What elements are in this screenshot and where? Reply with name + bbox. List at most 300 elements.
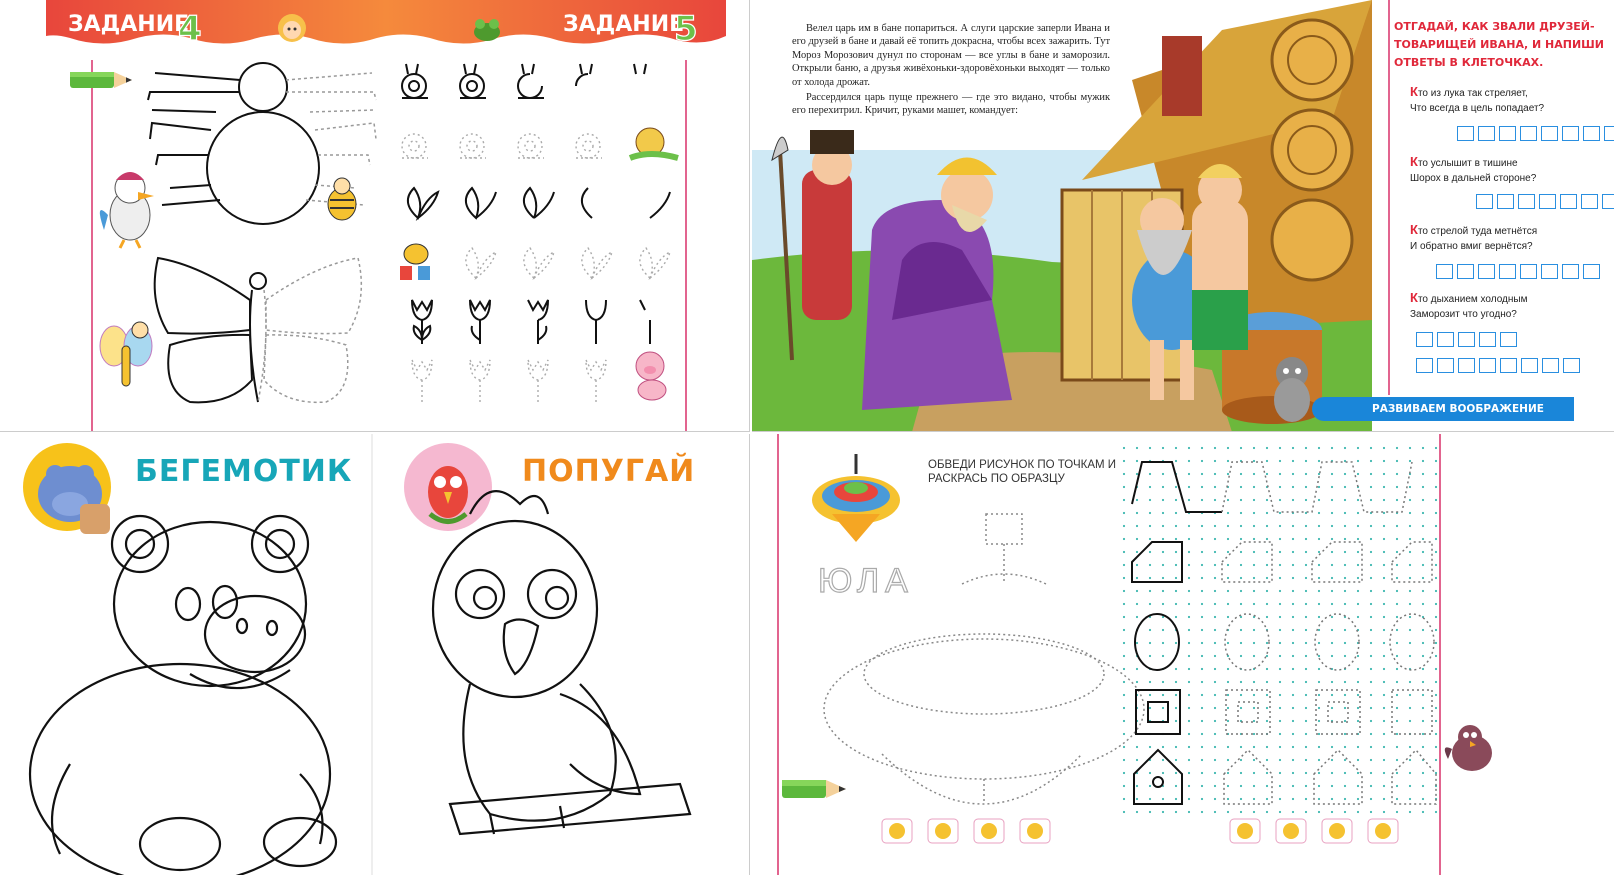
grid-dot xyxy=(1292,629,1294,631)
grid-dot xyxy=(1123,811,1125,813)
grid-dot xyxy=(1409,694,1411,696)
riddle-line: то стрелой туда метнётся xyxy=(1417,226,1538,237)
grid-dot xyxy=(1149,603,1151,605)
grid-dot xyxy=(1214,629,1216,631)
coloring-art xyxy=(0,434,750,875)
answer-cell[interactable] xyxy=(1500,358,1517,373)
grid-dot xyxy=(1214,694,1216,696)
answer-cell[interactable] xyxy=(1539,194,1556,209)
grid-dot xyxy=(1123,603,1125,605)
grid-dot xyxy=(1253,642,1255,644)
answer-cell[interactable] xyxy=(1478,264,1495,279)
grid-dot xyxy=(1279,785,1281,787)
grid-dot xyxy=(1370,746,1372,748)
grid-dot xyxy=(1396,473,1398,475)
grid-dot xyxy=(1292,447,1294,449)
grid-dot xyxy=(1344,694,1346,696)
answer-cell[interactable] xyxy=(1560,194,1577,209)
grid-dot xyxy=(1266,681,1268,683)
grid-dot xyxy=(1409,772,1411,774)
grid-dot xyxy=(1435,733,1437,735)
grid-dot xyxy=(1240,655,1242,657)
grid-dot xyxy=(1357,512,1359,514)
grid-dot xyxy=(1344,785,1346,787)
answer-cell[interactable] xyxy=(1436,264,1453,279)
pig-character-icon xyxy=(636,352,666,400)
answer-cell[interactable] xyxy=(1476,194,1493,209)
grid-dot xyxy=(1253,538,1255,540)
grid-dot xyxy=(1331,525,1333,527)
grid-dot xyxy=(1292,681,1294,683)
answer-cell[interactable] xyxy=(1583,126,1600,141)
answer-cells-3[interactable] xyxy=(1436,264,1604,279)
grid-dot xyxy=(1149,473,1151,475)
grid-dot xyxy=(1331,538,1333,540)
grid-dot xyxy=(1188,447,1190,449)
grid-dot xyxy=(1370,486,1372,488)
grid-dot xyxy=(1305,499,1307,501)
task5-label: ЗАДАНИЕ xyxy=(563,12,685,37)
grid-dot xyxy=(1188,590,1190,592)
grid-dot xyxy=(1175,460,1177,462)
grid-dot xyxy=(1370,681,1372,683)
grid-dot xyxy=(1136,759,1138,761)
grid-dot xyxy=(1305,590,1307,592)
grid-dot xyxy=(1292,525,1294,527)
grid-dot xyxy=(1292,577,1294,579)
grid-dot xyxy=(1383,473,1385,475)
grid-dot xyxy=(1279,551,1281,553)
grid-dot xyxy=(1123,746,1125,748)
grid-dot xyxy=(1188,785,1190,787)
grid-dot xyxy=(1435,590,1437,592)
grid-dot xyxy=(1279,642,1281,644)
grid-dot xyxy=(1175,564,1177,566)
grid-dot xyxy=(1305,798,1307,800)
grid-dot xyxy=(1331,551,1333,553)
grid-dot xyxy=(1305,564,1307,566)
grid-dot xyxy=(1422,707,1424,709)
grid-dot xyxy=(1266,538,1268,540)
bee-character-icon xyxy=(400,244,430,280)
answer-cell[interactable] xyxy=(1499,264,1516,279)
grid-dot xyxy=(1409,746,1411,748)
grid-dot xyxy=(1253,772,1255,774)
grid-dot xyxy=(1136,681,1138,683)
grid-dot xyxy=(1331,603,1333,605)
grid-dot xyxy=(1123,733,1125,735)
grid-dot xyxy=(1318,798,1320,800)
grid-dot xyxy=(1149,499,1151,501)
grid-dot xyxy=(1409,512,1411,514)
answer-cells-4a[interactable] xyxy=(1416,332,1521,347)
answer-cell[interactable] xyxy=(1478,126,1495,141)
grid-dot xyxy=(1253,759,1255,761)
dot-grid xyxy=(1123,447,1437,813)
grid-dot xyxy=(1201,525,1203,527)
grid-dot xyxy=(1201,473,1203,475)
riddle-line: И обратно вмиг вернётся? xyxy=(1410,241,1533,252)
grid-dot xyxy=(1227,590,1229,592)
grid-dot xyxy=(1383,746,1385,748)
grid-dot xyxy=(1396,538,1398,540)
grid-dot xyxy=(1331,681,1333,683)
grid-dot xyxy=(1435,616,1437,618)
grid-dot xyxy=(1383,772,1385,774)
grid-dot xyxy=(1383,759,1385,761)
grid-dot xyxy=(1149,785,1151,787)
butterfly-tracing xyxy=(155,258,266,402)
grid-dot xyxy=(1188,473,1190,475)
grid-dot xyxy=(1240,564,1242,566)
grid-dot xyxy=(1240,759,1242,761)
grid-dot xyxy=(1175,720,1177,722)
grid-dot xyxy=(1175,577,1177,579)
grid-dot xyxy=(1214,746,1216,748)
grid-dot xyxy=(1370,525,1372,527)
grid-dot xyxy=(1136,499,1138,501)
grid-dot xyxy=(1201,811,1203,813)
grid-dot xyxy=(1188,655,1190,657)
grid-dot xyxy=(1201,798,1203,800)
grid-dot xyxy=(1214,707,1216,709)
grid-dot xyxy=(1227,616,1229,618)
sun-badges-right xyxy=(1230,819,1398,843)
grid-dot xyxy=(1188,551,1190,553)
grid-dot xyxy=(1318,616,1320,618)
grid-dot xyxy=(1331,707,1333,709)
answer-cell[interactable] xyxy=(1602,194,1614,209)
grid-dot xyxy=(1266,525,1268,527)
grid-dot xyxy=(1175,681,1177,683)
grid-dot xyxy=(1435,811,1437,813)
grid-dot xyxy=(1214,577,1216,579)
grid-dot xyxy=(1162,486,1164,488)
riddle-line: то из лука так стреляет, xyxy=(1417,88,1528,99)
grid-dot xyxy=(1370,785,1372,787)
grid-dot xyxy=(1422,486,1424,488)
grid-dot xyxy=(1201,655,1203,657)
answer-cell[interactable] xyxy=(1518,194,1535,209)
grid-dot xyxy=(1422,642,1424,644)
answer-cell[interactable] xyxy=(1458,332,1475,347)
answer-cell[interactable] xyxy=(1562,126,1579,141)
grid-dot xyxy=(1422,590,1424,592)
grid-dot xyxy=(1266,785,1268,787)
grid-dot xyxy=(1149,642,1151,644)
grid-dot xyxy=(1188,759,1190,761)
grid-dot xyxy=(1123,538,1125,540)
grid-dot xyxy=(1123,681,1125,683)
grid-dot xyxy=(1214,733,1216,735)
grid-dot xyxy=(1305,486,1307,488)
grid-dot xyxy=(1396,720,1398,722)
grid-dot xyxy=(1279,694,1281,696)
grid-dot xyxy=(1188,772,1190,774)
answer-cell[interactable] xyxy=(1500,332,1517,347)
spinning-top-example-icon xyxy=(812,454,900,542)
answer-cell[interactable] xyxy=(1457,126,1474,141)
grid-dot xyxy=(1383,616,1385,618)
answer-cell[interactable] xyxy=(1562,264,1579,279)
bird-character-icon xyxy=(100,172,154,248)
grid-dot xyxy=(1357,811,1359,813)
grid-dot xyxy=(1383,486,1385,488)
grid-dot xyxy=(1253,707,1255,709)
grid-dot xyxy=(1357,746,1359,748)
grid-dot xyxy=(1162,655,1164,657)
grid-dot xyxy=(1214,538,1216,540)
grid-dot xyxy=(1370,590,1372,592)
grid-dot xyxy=(1279,655,1281,657)
answer-cell[interactable] xyxy=(1416,358,1433,373)
grid-dot xyxy=(1344,629,1346,631)
answer-cell[interactable] xyxy=(1437,358,1454,373)
answer-cell[interactable] xyxy=(1521,358,1538,373)
grid-dot xyxy=(1344,473,1346,475)
grid-dot xyxy=(1253,681,1255,683)
grid-dot xyxy=(1305,629,1307,631)
answer-cell[interactable] xyxy=(1437,332,1454,347)
grid-dot xyxy=(1227,538,1229,540)
riddle-cap: К xyxy=(1410,84,1418,99)
grid-dot xyxy=(1279,733,1281,735)
answer-cell[interactable] xyxy=(1563,358,1580,373)
answer-cells-2[interactable] xyxy=(1476,194,1614,209)
grid-dot xyxy=(1279,616,1281,618)
grid-dot xyxy=(1227,785,1229,787)
grid-dot xyxy=(1123,447,1125,449)
grid-dot xyxy=(1331,798,1333,800)
grid-dot xyxy=(1123,486,1125,488)
grid-dot xyxy=(1305,785,1307,787)
answer-cell[interactable] xyxy=(1583,264,1600,279)
story-paragraph: Рассердился царь пуще прежнего — где это видано, чтобы мужик его перехитрил. Кричит, руками машет, командует: xyxy=(792,92,1110,117)
answer-cell[interactable] xyxy=(1604,126,1614,141)
grid-dot xyxy=(1422,538,1424,540)
section-ribbon: РАЗВИВАЕМ ВООБРАЖЕНИЕ xyxy=(1312,397,1574,421)
grid-dot xyxy=(1253,733,1255,735)
grid-dot xyxy=(1214,473,1216,475)
answer-cell[interactable] xyxy=(1416,332,1433,347)
grid-dot xyxy=(1396,603,1398,605)
beetle-character-icon xyxy=(328,178,356,220)
grid-dot xyxy=(1253,512,1255,514)
grid-dot xyxy=(1279,525,1281,527)
grid-dot xyxy=(1292,655,1294,657)
grid-dot xyxy=(1396,772,1398,774)
grid-dot xyxy=(1253,603,1255,605)
grid-dot xyxy=(1149,681,1151,683)
grid-dot xyxy=(1396,447,1398,449)
grid-dot xyxy=(1305,733,1307,735)
grid-dot xyxy=(1214,785,1216,787)
grid-dot xyxy=(1201,616,1203,618)
grid-dot xyxy=(1149,486,1151,488)
grid-dot xyxy=(1123,577,1125,579)
grid-dot xyxy=(1266,460,1268,462)
grid-dot xyxy=(1188,798,1190,800)
grid-dot xyxy=(1149,525,1151,527)
task5-number: 5 xyxy=(674,9,698,49)
grid-dot xyxy=(1123,590,1125,592)
grid-dot xyxy=(1266,798,1268,800)
grid-dot xyxy=(1357,590,1359,592)
grid-dot xyxy=(1279,759,1281,761)
grid-dot xyxy=(1149,746,1151,748)
sparrow-character-icon xyxy=(1445,725,1492,771)
tulip-tracing-row xyxy=(412,300,650,344)
grid-dot xyxy=(1383,733,1385,735)
grid-dot xyxy=(1188,577,1190,579)
grid-dot xyxy=(1149,590,1151,592)
grid-dot xyxy=(1240,551,1242,553)
grid-dot xyxy=(1370,642,1372,644)
grid-dot xyxy=(1331,616,1333,618)
grid-dot xyxy=(1305,538,1307,540)
answer-cell[interactable] xyxy=(1520,126,1537,141)
riddle-cap: К xyxy=(1410,222,1418,237)
grid-dot xyxy=(1396,616,1398,618)
parrot-coloring-outline xyxy=(433,491,690,834)
grid-dot xyxy=(1383,564,1385,566)
grid-dot xyxy=(1292,486,1294,488)
story-text xyxy=(792,22,1110,120)
grid-dot xyxy=(1175,525,1177,527)
answer-cell[interactable] xyxy=(1541,126,1558,141)
grid-dot xyxy=(1240,681,1242,683)
grid-dot xyxy=(1136,564,1138,566)
grid-dot xyxy=(1435,525,1437,527)
grid-dot xyxy=(1149,707,1151,709)
grid-dot xyxy=(1318,460,1320,462)
grid-dot xyxy=(1318,538,1320,540)
grid-dot xyxy=(1188,538,1190,540)
riddle-line: то дыханием холодным xyxy=(1417,294,1528,305)
grid-dot xyxy=(1188,499,1190,501)
grid-dot xyxy=(1344,551,1346,553)
grid-dot xyxy=(1162,642,1164,644)
answer-cell[interactable] xyxy=(1479,358,1496,373)
grid-dot xyxy=(1357,551,1359,553)
grid-dot xyxy=(1370,759,1372,761)
pencil-icon xyxy=(782,780,846,798)
grid-dot xyxy=(1383,694,1385,696)
grid-dot xyxy=(1435,551,1437,553)
grid-dot xyxy=(1201,772,1203,774)
grid-dot xyxy=(1357,668,1359,670)
grid-dot xyxy=(1149,577,1151,579)
grid-dot xyxy=(1318,707,1320,709)
grid-dot xyxy=(1253,460,1255,462)
grid-dot xyxy=(1370,564,1372,566)
answer-cells-1[interactable] xyxy=(1457,126,1614,141)
grid-dot xyxy=(1253,486,1255,488)
grid-dot xyxy=(1266,603,1268,605)
answer-cell[interactable] xyxy=(1458,358,1475,373)
grid-dot xyxy=(1344,590,1346,592)
riddle-cap: К xyxy=(1410,154,1418,169)
answer-cell[interactable] xyxy=(1499,126,1516,141)
grid-dot xyxy=(1344,798,1346,800)
grid-dot xyxy=(1279,746,1281,748)
grid-dot xyxy=(1188,746,1190,748)
grid-dot xyxy=(1292,759,1294,761)
sun-badges-left xyxy=(882,819,1050,843)
grid-dot xyxy=(1435,460,1437,462)
grid-dot xyxy=(1136,811,1138,813)
grid-dot xyxy=(1123,668,1125,670)
grid-dot xyxy=(1266,759,1268,761)
grid-dot xyxy=(1214,759,1216,761)
grid-dot xyxy=(1240,785,1242,787)
grid-dot xyxy=(1422,473,1424,475)
answer-cells-4b[interactable] xyxy=(1416,358,1584,373)
grid-dot xyxy=(1188,681,1190,683)
grid-dot xyxy=(1383,720,1385,722)
grid-dot xyxy=(1409,811,1411,813)
grid-dot xyxy=(1396,759,1398,761)
grid-dot xyxy=(1162,577,1164,579)
grid-dot xyxy=(1344,733,1346,735)
answer-cell[interactable] xyxy=(1541,264,1558,279)
grid-dot xyxy=(1175,590,1177,592)
grid-dot xyxy=(1175,798,1177,800)
grid-dot xyxy=(1279,447,1281,449)
grid-dot xyxy=(1370,577,1372,579)
grid-dot xyxy=(1123,642,1125,644)
answer-cell[interactable] xyxy=(1520,264,1537,279)
grid-dot xyxy=(1318,720,1320,722)
grid-dot xyxy=(1292,551,1294,553)
grid-dot xyxy=(1396,811,1398,813)
grid-dot xyxy=(1422,668,1424,670)
answer-cell[interactable] xyxy=(1542,358,1559,373)
grid-dot xyxy=(1331,447,1333,449)
answer-cell[interactable] xyxy=(1479,332,1496,347)
answer-cell[interactable] xyxy=(1497,194,1514,209)
answer-cell[interactable] xyxy=(1581,194,1598,209)
grid-dot xyxy=(1435,538,1437,540)
leaf-tracing-row xyxy=(408,188,670,218)
grid-dot xyxy=(1305,811,1307,813)
grid-dot xyxy=(1422,733,1424,735)
grid-dot xyxy=(1162,681,1164,683)
grid-dot xyxy=(1370,603,1372,605)
grid-dot xyxy=(1227,577,1229,579)
grid-dot xyxy=(1214,603,1216,605)
grid-dot xyxy=(1136,512,1138,514)
grid-dot xyxy=(1409,460,1411,462)
spider-tracing xyxy=(148,63,319,224)
grid-dot xyxy=(1253,798,1255,800)
grid-dot xyxy=(1357,798,1359,800)
grid-dot xyxy=(1201,603,1203,605)
grid-dot xyxy=(1292,642,1294,644)
grid-dot xyxy=(1162,590,1164,592)
grid-dot xyxy=(1344,564,1346,566)
grid-dot xyxy=(1136,447,1138,449)
grid-dot xyxy=(1396,525,1398,527)
answer-cell[interactable] xyxy=(1457,264,1474,279)
grid-dot xyxy=(1383,668,1385,670)
grid-dot xyxy=(1162,798,1164,800)
grid-dot xyxy=(1383,538,1385,540)
grid-dot xyxy=(1292,460,1294,462)
ivan-character xyxy=(1192,164,1248,350)
grid-dot xyxy=(1149,772,1151,774)
grid-dot xyxy=(1253,811,1255,813)
